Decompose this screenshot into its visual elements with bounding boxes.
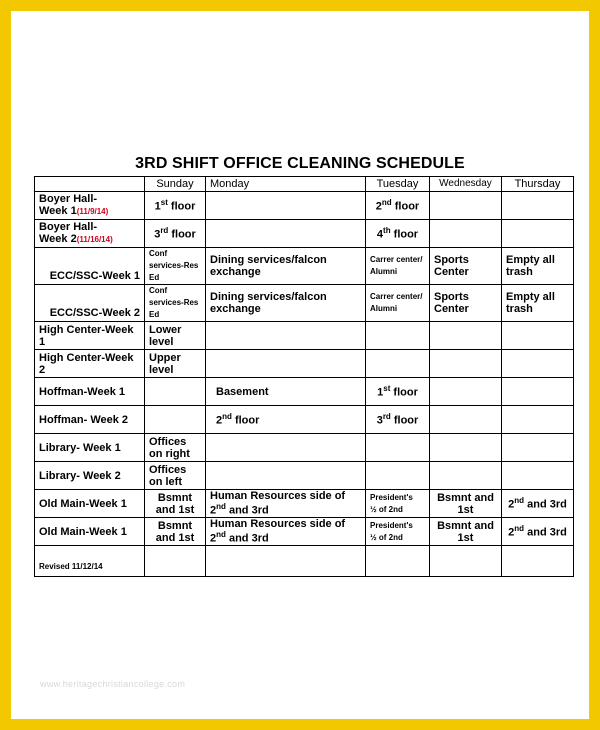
header-tuesday: Tuesday: [366, 177, 430, 192]
location-cell: ECC/SSC-Week 2: [35, 285, 145, 322]
empty-cell: [502, 546, 574, 577]
tuesday-cell: Carrer center/ Alumni: [366, 248, 430, 285]
monday-cell: Human Resources side of 2nd and 3rd: [206, 518, 366, 546]
revised-note: Revised 11/12/14: [35, 546, 145, 577]
sunday-cell: [145, 406, 206, 434]
monday-cell: [206, 462, 366, 490]
tuesday-cell: President's ½ of 2nd: [366, 518, 430, 546]
table-row: [35, 220, 574, 248]
wednesday-cell: Bsmnt and 1st: [430, 490, 502, 518]
location-cell: Library- Week 2: [35, 462, 145, 490]
thursday-cell: [502, 192, 574, 220]
table-row: [35, 322, 574, 350]
monday-cell: Human Resources side of 2nd and 3rd: [206, 490, 366, 518]
thursday-cell: [502, 462, 574, 490]
location-cell: Old Main-Week 1: [35, 518, 145, 546]
location-cell: Hoffman-Week 1: [35, 378, 145, 406]
wednesday-cell: [430, 350, 502, 378]
sunday-cell: Upper level: [145, 350, 206, 378]
location-cell: ECC/SSC-Week 1: [35, 248, 145, 285]
tuesday-cell: [366, 350, 430, 378]
table-row: [35, 248, 574, 285]
header-monday: Monday: [206, 177, 366, 192]
tuesday-cell: Carrer center/ Alumni: [366, 285, 430, 322]
thursday-cell: [502, 350, 574, 378]
tuesday-cell: [366, 434, 430, 462]
thursday-cell: [502, 406, 574, 434]
sunday-cell: 1st floor: [145, 192, 206, 220]
thursday-cell: [502, 220, 574, 248]
wednesday-cell: Bsmnt and 1st: [430, 518, 502, 546]
date-note: (11/9/14): [76, 207, 109, 216]
wednesday-cell: Sports Center: [430, 285, 502, 322]
tuesday-cell: [366, 322, 430, 350]
wednesday-cell: Sports Center: [430, 248, 502, 285]
table-row: [35, 350, 574, 378]
table-row: [35, 434, 574, 462]
location-cell: Boyer Hall- Week 2(11/16/14): [35, 220, 145, 248]
table-row: [35, 378, 574, 406]
tuesday-cell: [366, 462, 430, 490]
table-row: [35, 192, 574, 220]
sunday-cell: Offices on left: [145, 462, 206, 490]
tuesday-cell: 2nd floor: [366, 192, 430, 220]
location-cell: Hoffman- Week 2: [35, 406, 145, 434]
empty-cell: [145, 546, 206, 577]
cleaning-schedule-table: [34, 176, 574, 577]
thursday-cell: 2nd and 3rd: [502, 518, 574, 546]
wednesday-cell: [430, 322, 502, 350]
monday-cell: [206, 434, 366, 462]
thursday-cell: [502, 378, 574, 406]
wednesday-cell: [430, 378, 502, 406]
table-row: [35, 462, 574, 490]
thursday-cell: 2nd and 3rd: [502, 490, 574, 518]
table-row: [35, 285, 574, 322]
empty-cell: [366, 546, 430, 577]
tuesday-cell: 4th floor: [366, 220, 430, 248]
sunday-cell: 3rd floor: [145, 220, 206, 248]
date-note: (11/16/14): [76, 235, 113, 244]
monday-cell: 2nd floor: [206, 406, 366, 434]
thursday-cell: [502, 434, 574, 462]
monday-cell: [206, 192, 366, 220]
thursday-cell: Empty all trash: [502, 248, 574, 285]
sunday-cell: [145, 378, 206, 406]
footer-row: [35, 546, 574, 577]
tuesday-cell: 3rd floor: [366, 406, 430, 434]
sunday-cell: Conf services-Res Ed: [145, 285, 206, 322]
table-row: [35, 490, 574, 518]
sunday-cell: Offices on right: [145, 434, 206, 462]
tuesday-cell: 1st floor: [366, 378, 430, 406]
wednesday-cell: [430, 434, 502, 462]
monday-cell: Dining services/falcon exchange: [206, 248, 366, 285]
watermark: www.heritagechristiancollege.com: [40, 679, 186, 689]
header-location: [35, 177, 145, 192]
thursday-cell: [502, 322, 574, 350]
monday-cell: Basement: [206, 378, 366, 406]
sunday-cell: Conf services-Res Ed: [145, 248, 206, 285]
empty-cell: [206, 546, 366, 577]
tuesday-cell: President's ½ of 2nd: [366, 490, 430, 518]
header-thursday: Thursday: [502, 177, 574, 192]
table-row: [35, 406, 574, 434]
wednesday-cell: [430, 462, 502, 490]
sunday-cell: Lower level: [145, 322, 206, 350]
monday-cell: Dining services/falcon exchange: [206, 285, 366, 322]
location-cell: Old Main-Week 1: [35, 490, 145, 518]
table-row: [35, 518, 574, 546]
header-wednesday: Wednesday: [430, 177, 502, 192]
header-row: [35, 177, 574, 192]
wednesday-cell: [430, 192, 502, 220]
empty-cell: [430, 546, 502, 577]
sunday-cell: Bsmnt and 1st: [145, 490, 206, 518]
thursday-cell: Empty all trash: [502, 285, 574, 322]
header-sunday: Sunday: [145, 177, 206, 192]
wednesday-cell: [430, 406, 502, 434]
location-cell: High Center-Week 2: [35, 350, 145, 378]
monday-cell: [206, 220, 366, 248]
wednesday-cell: [430, 220, 502, 248]
monday-cell: [206, 350, 366, 378]
schedule-title: 3RD SHIFT OFFICE CLEANING SCHEDULE: [135, 155, 465, 172]
location-cell: High Center-Week 1: [35, 322, 145, 350]
location-cell: Library- Week 1: [35, 434, 145, 462]
monday-cell: [206, 322, 366, 350]
sunday-cell: Bsmnt and 1st: [145, 518, 206, 546]
location-cell: Boyer Hall- Week 1(11/9/14): [35, 192, 145, 220]
